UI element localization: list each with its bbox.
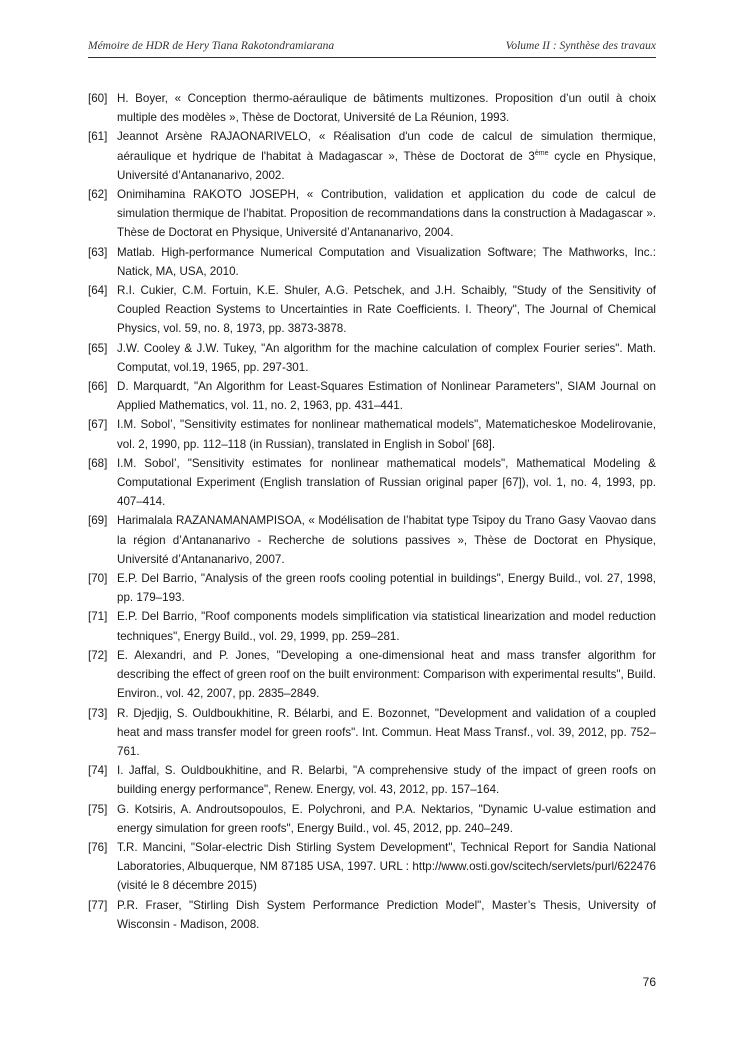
reference-number: [66] bbox=[88, 380, 108, 394]
reference-list bbox=[88, 89, 656, 934]
reference-text: I. Jaffal, S. Ouldboukhitine, and R. Belarbi, "A comprehensive study of the impact of green roofs on building energy performance", Renew. Energy, vol. 43, 2012, pp. 157–164. bbox=[117, 764, 656, 797]
reference-text: T.R. Mancini, "Solar-electric Dish Stirling System Development", Technical Report for Sandia National Laboratories, Albuquerque, NM 87185 USA, 1997. URL : http://www.osti.gov/scitech/servlets/purl/622476 (visité le 8 décembre 2015) bbox=[117, 840, 656, 893]
reference-text bbox=[117, 127, 656, 185]
running-header bbox=[88, 37, 656, 58]
reference-text: G. Kotsiris, A. Androutsopoulos, E. Polychroni, and P.A. Nektarios, "Dynamic U-value estimation and energy simulation for green roofs", Energy Build., vol. 45, 2012, pp. 240–249. bbox=[117, 802, 656, 835]
reference-item bbox=[88, 185, 656, 243]
reference-item bbox=[88, 896, 656, 934]
reference-text: P.R. Fraser, "Stirling Dish System Performance Prediction Model", Master’s Thesis, University of Wisconsin - Madison, 2008. bbox=[117, 898, 656, 931]
reference-number: [76] bbox=[88, 840, 108, 854]
reference-text: E.P. Del Barrio, "Roof components models simplification via statistical linearization and model reduction techniques", Energy Build., vol. 29, 1999, pp. 259–281. bbox=[117, 610, 656, 643]
reference-number: [61] bbox=[88, 130, 108, 144]
reference-text: I.M. Sobol’, "Sensitivity estimates for nonlinear mathematical models", Mathematical Modeling & Computational Experiment (English translation of Russian original paper [67]), vol. 1, no. 4, 1993, pp. 407–414. bbox=[117, 456, 656, 509]
reference-text: R.I. Cukier, C.M. Fortuin, K.E. Shuler, A.G. Petschek, and J.H. Schaibly, "Study of the Sensitivity of Coupled Reaction Systems to Uncertainties in Rate Coefficients. I. Theory", The Journal of Chemical Physics, vol. 59, no. 8, 1973, pp. 3873-3878. bbox=[117, 284, 656, 336]
reference-text: H. Boyer, « Conception thermo-aéraulique de bâtiments multizones. Proposition d’un outil à choix multiple des modèles », Thèse de Doctorat, Université de La Réunion, 1993. bbox=[117, 92, 656, 125]
reference-number: [74] bbox=[88, 764, 108, 778]
reference-number: [62] bbox=[88, 188, 108, 202]
reference-text: E. Alexandri, and P. Jones, "Developing a one-dimensional heat and mass transfer algorithm for describing the effect of green roof on the built environment: Comparison with experimental results", Build. Environ., vol. 42, 2007, pp. 2835–2849. bbox=[117, 648, 656, 701]
reference-text: Matlab. High-performance Numerical Computation and Visualization Software; The Mathworks, Inc.: Natick, MA, USA, 2010. bbox=[117, 245, 656, 278]
reference-item bbox=[88, 339, 656, 377]
reference-number: [70] bbox=[88, 572, 108, 586]
reference-item bbox=[88, 377, 656, 415]
reference-item bbox=[88, 89, 656, 127]
reference-item bbox=[88, 607, 656, 645]
reference-text: J.W. Cooley & J.W. Tukey, "An algorithm for the machine calculation of complex Fourier series". Math. Computat, vol.19, 1965, pp. 297-301. bbox=[117, 341, 656, 374]
reference-item bbox=[88, 569, 656, 607]
reference-item bbox=[88, 800, 656, 838]
reference-number: [73] bbox=[88, 706, 108, 720]
reference-number: [60] bbox=[88, 92, 108, 105]
reference-text: E.P. Del Barrio, "Analysis of the green roofs cooling potential in buildings", Energy Build., vol. 27, 1998, pp. 179–193. bbox=[117, 572, 656, 605]
reference-item bbox=[88, 761, 656, 799]
reference-item bbox=[88, 646, 656, 704]
reference-number: [65] bbox=[88, 341, 108, 355]
reference-number: [63] bbox=[88, 245, 108, 259]
reference-item bbox=[88, 838, 656, 896]
reference-number: [75] bbox=[88, 802, 108, 816]
reference-item bbox=[88, 243, 656, 281]
reference-text: Harimalala RAZANAMANAMPISOA, « Modélisation de l’habitat type Tsipoy du Trano Gasy Vaovao dans la région d’Antananarivo - Recherche de solutions passives », Thèse de Doctorat en Physique, Université d’Antananarivo, 2007. bbox=[117, 514, 656, 566]
header-volume: Volume II : Synthèse des travaux bbox=[505, 40, 656, 52]
reference-number: [67] bbox=[88, 418, 108, 432]
reference-item bbox=[88, 454, 656, 512]
reference-text: Onimihamina RAKOTO JOSEPH, « Contribution, validation et application du code de calcul de simulation thermique de l’habitat. Proposition de recommandations dans la construction à Madagascar ». Thèse de Doctorat en Physique, Université d’Antananarivo, 2004. bbox=[117, 188, 656, 240]
reference-item bbox=[88, 415, 656, 453]
reference-item bbox=[88, 127, 656, 185]
reference-number: [71] bbox=[88, 610, 108, 624]
reference-text: R. Djedjig, S. Ouldboukhitine, R. Bélarbi, and E. Bozonnet, "Development and validation of a coupled heat and mass transfer model for green roofs". Int. Commun. Heat Mass Transf., vol. 39, 2012, pp. 752–761. bbox=[117, 706, 656, 758]
reference-number: [68] bbox=[88, 456, 108, 470]
reference-number: [72] bbox=[88, 648, 108, 662]
reference-text: I.M. Sobol’, "Sensitivity estimates for nonlinear mathematical models", Matematicheskoe Modelirovanie, vol. 2, 1990, pp. 112–118 (in Russian), translated in English in Sobol’ [68]. bbox=[117, 418, 656, 451]
reference-number: [69] bbox=[88, 514, 108, 528]
reference-number: [64] bbox=[88, 284, 108, 298]
reference-number: [77] bbox=[88, 898, 108, 912]
reference-item bbox=[88, 281, 656, 339]
superscript: ème bbox=[534, 149, 549, 157]
header-author: Mémoire de HDR de Hery Tiana Rakotondramiarana bbox=[88, 40, 335, 52]
page-number: 76 bbox=[642, 975, 656, 989]
reference-text: D. Marquardt, "An Algorithm for Least-Squares Estimation of Nonlinear Parameters", SIAM Journal on Applied Mathematics, vol. 11, no. 2, 1963, pp. 431–441. bbox=[117, 380, 656, 413]
reference-text-part: cycle en Physique, Université d’Antananarivo, 2002. bbox=[117, 149, 656, 182]
reference-text-part: Jeannot Arsène RAJAONARIVELO, « Réalisation d'un code de calcul de simulation thermique, aéraulique et hydrique de l'habitat à Madagascar », Thèse de Doctorat de 3 bbox=[117, 130, 656, 163]
reference-item bbox=[88, 704, 656, 762]
reference-item bbox=[88, 511, 656, 569]
